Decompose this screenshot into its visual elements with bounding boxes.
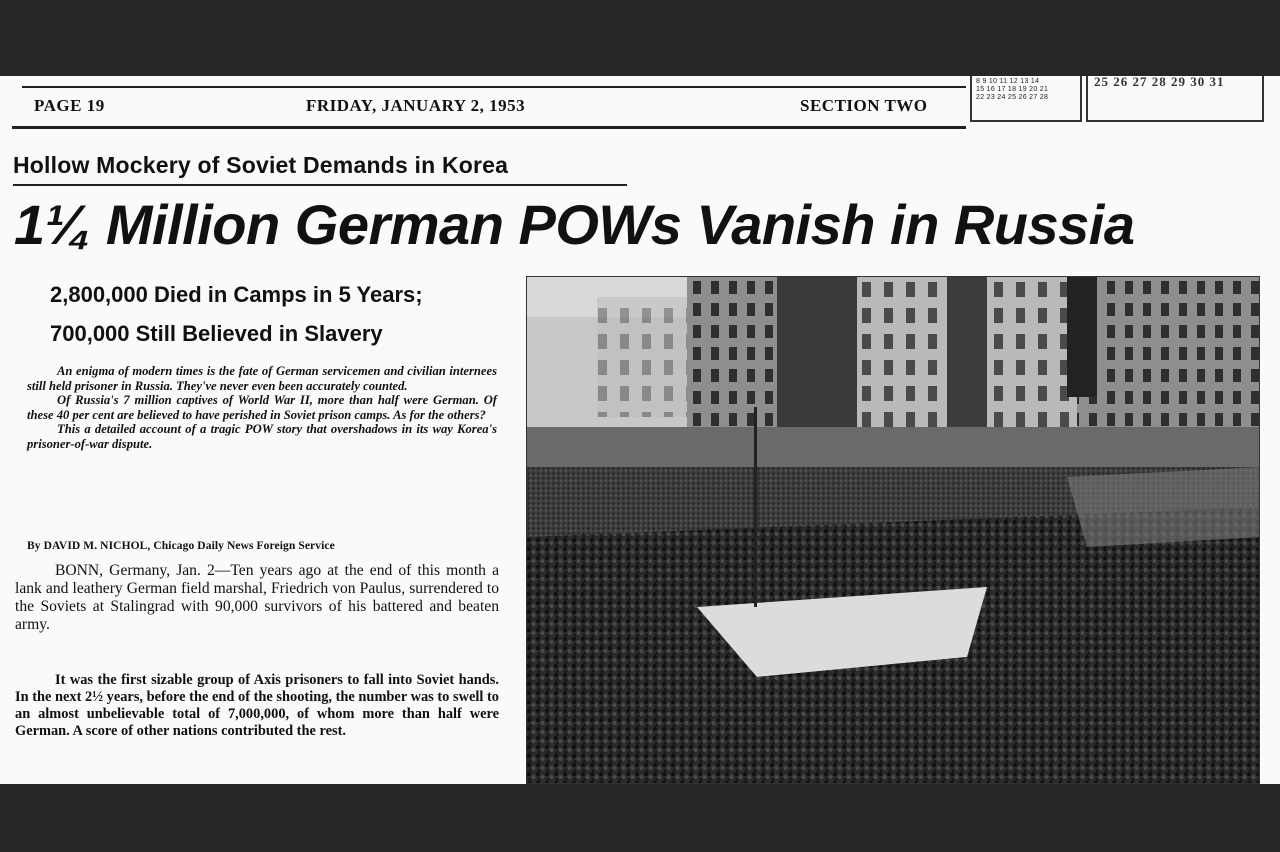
- crowd-photo: [526, 276, 1260, 784]
- body-paragraph: It was the first sizable group of Axis prisoners to fall into Soviet hands. In the next 2½ years, before the end of the shooting, the number was to swell to an almost unbelievable total of 7,000,000, of whom more than half were German. A score of other nations contributed the rest.: [15, 672, 499, 739]
- kicker-headline: Hollow Mockery of Soviet Demands in Korea: [13, 152, 509, 178]
- intro-paragraph: Of Russia's 7 million captives of World War II, more than half were German. Of these 40 per cent are believed to have perished in Soviet prison camps. As for the others?: [27, 393, 497, 422]
- newspaper-page: [0, 76, 1280, 784]
- deck-line-2: 700,000 Still Believed in Slavery: [50, 321, 383, 346]
- calendar-fragment-large: [1086, 76, 1264, 122]
- folio-top-rule: [22, 86, 966, 88]
- intro-paragraph: This a detailed account of a tragic POW story that overshadows in its way Korea's prisoner-of-war dispute.: [27, 422, 497, 451]
- calendar-row: 22 23 24 25 26 27 28: [976, 94, 1049, 101]
- body-paragraph: BONN, Germany, Jan. 2—Ten years ago at the end of this month a lank and leathery German field marshal, Friedrich von Paulus, surrendered to the Soviets at Stalingrad with 90,000 survivors of his battered and beaten army.: [15, 562, 499, 633]
- crowd-photo-image: [527, 277, 1260, 784]
- intro-paragraph: An enigma of modern times is the fate of German servicemen and civilian internees still held prisoner in Russia. They've never even been accurately counted.: [27, 364, 497, 393]
- byline: By DAVID M. NICHOL, Chicago Daily News Foreign Service: [27, 540, 335, 552]
- bottom-black-bar: [0, 784, 1280, 852]
- folio-section: SECTION TWO: [800, 96, 928, 115]
- calendar-row: 8 9 10 11 12 13 14: [976, 78, 1040, 85]
- folio-page-number: PAGE 19: [34, 96, 105, 115]
- main-headline: 1¼ Million German POWs Vanish in Russia: [14, 193, 1135, 256]
- folio-bottom-rule: [12, 126, 966, 129]
- body-paragraph-1: [15, 562, 499, 634]
- calendar-fragment-small: [970, 76, 1082, 122]
- body-paragraph-2: [15, 672, 499, 740]
- kicker-underline: [13, 184, 627, 186]
- deck-line-1: 2,800,000 Died in Camps in 5 Years;: [50, 282, 423, 307]
- top-black-bar: [0, 0, 1280, 76]
- calendar-row: 15 16 17 18 19 20 21: [976, 86, 1049, 93]
- italic-intro: [27, 364, 497, 451]
- folio-date: FRIDAY, JANUARY 2, 1953: [306, 96, 526, 115]
- calendar-row: 25 26 27 28 29 30 31: [1094, 76, 1225, 89]
